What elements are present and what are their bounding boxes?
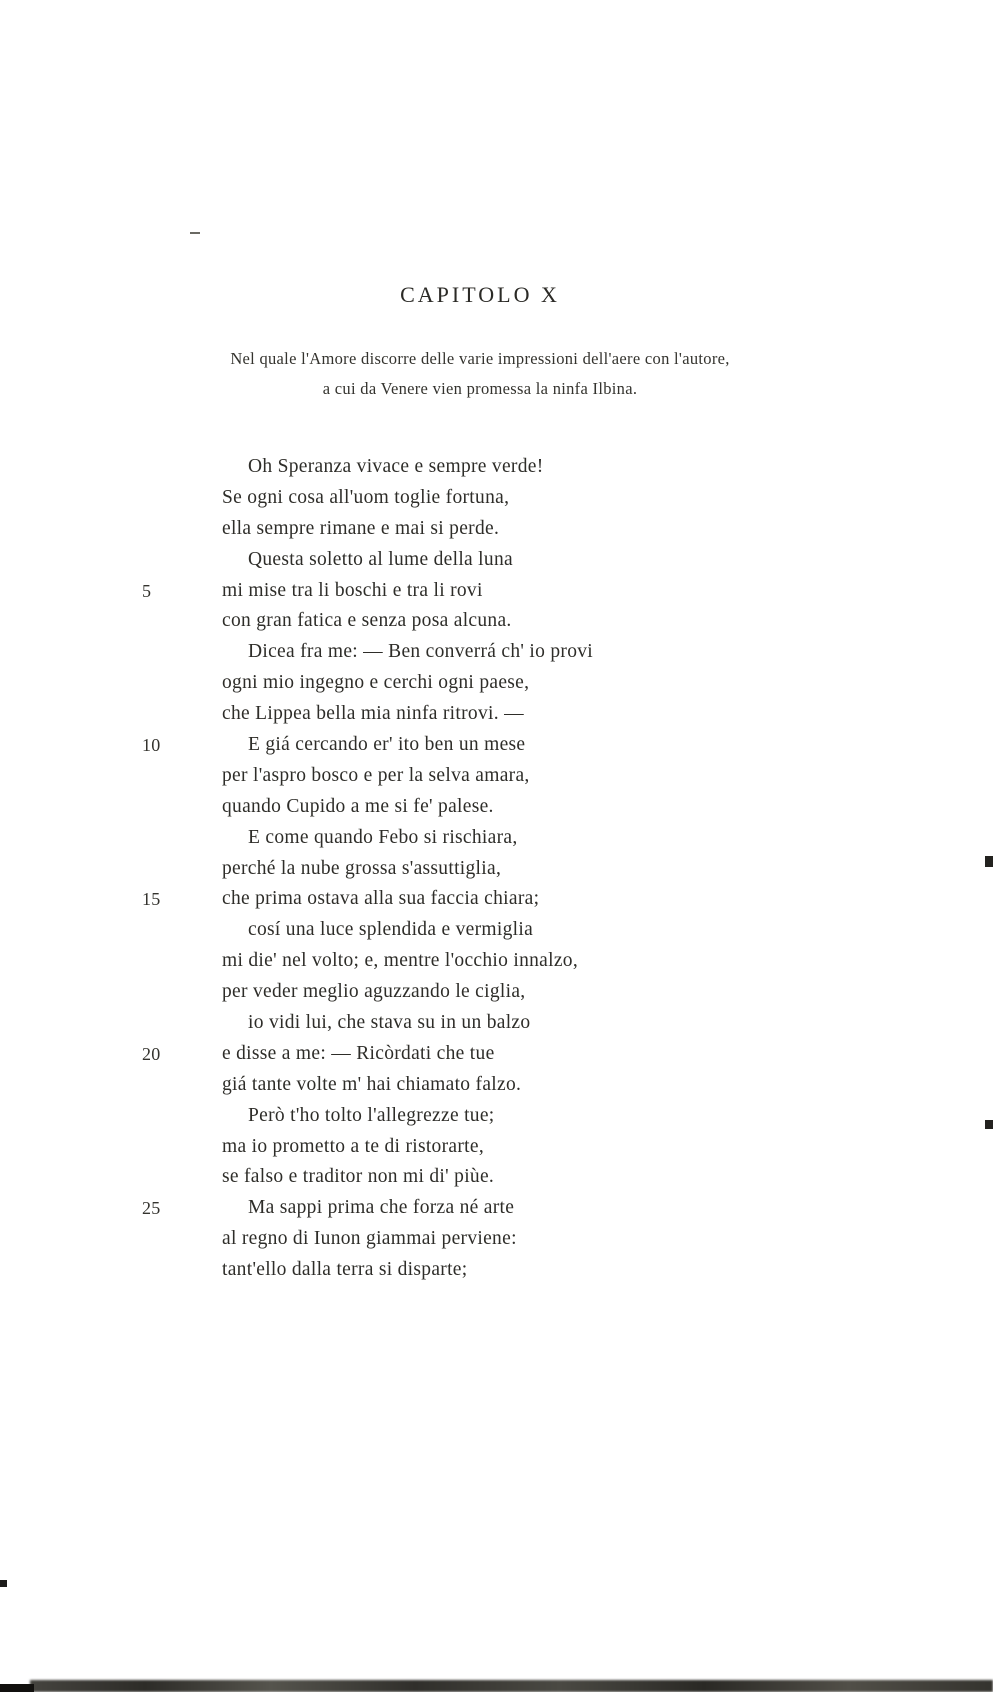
line-number: 5 (142, 580, 152, 601)
verse-line (140, 823, 860, 854)
verse-text: mi die' nel volto; e, mentre l'occhio innalzo, (222, 950, 579, 972)
verse-text: che Lippea bella mia ninfa ritrovi. — (222, 703, 524, 725)
argument-line-2: a cui da Venere vien promessa la ninfa Ilbina. (322, 379, 638, 398)
verse-text: quando Cupido a me si fe' palese. (222, 795, 494, 817)
verse-text: Però t'ho tolto l'allegrezze tue; (248, 1104, 495, 1126)
verse-text: ogni mio ingegno e cerchi ogni paese, (222, 672, 530, 694)
verse-text: Oh Speranza vivace e sempre verde! (248, 456, 544, 477)
verse-line (140, 1101, 860, 1132)
verse-line (140, 1008, 860, 1039)
verse-line (140, 545, 860, 576)
verse-line (140, 452, 860, 483)
verse-line (140, 1224, 860, 1255)
verse-line (140, 483, 860, 514)
verse-line (140, 1070, 860, 1101)
verse-text: Ma sappi prima che forza né arte (248, 1197, 515, 1219)
verse-text: E giá cercando er' ito ben un mese (248, 734, 526, 756)
verse-text: io vidi lui, che stava su in un balzo (248, 1012, 531, 1034)
verse-line (140, 761, 860, 792)
verse-line (140, 1193, 860, 1224)
poem-body (140, 452, 860, 1286)
verse-text: per l'aspro bosco e per la selva amara, (222, 764, 530, 786)
verse-text: e disse a me: — Ricòrdati che tue (222, 1042, 495, 1064)
verse-line (140, 637, 860, 668)
verse-line (140, 946, 860, 977)
scan-artifact-left-edge (0, 1580, 7, 1587)
verse-line (140, 915, 860, 946)
verse-line (140, 1255, 860, 1286)
line-number: 15 (142, 889, 161, 910)
scan-artifact-right-edge-2 (985, 1120, 993, 1129)
verse-text: ma io prometto a te di ristorarte, (222, 1135, 484, 1157)
line-number: 25 (142, 1198, 161, 1219)
verse-text: per veder meglio aguzzando le ciglia, (222, 981, 526, 1003)
verse-line (140, 1039, 860, 1070)
verse-line (140, 884, 860, 915)
line-number: 10 (142, 735, 161, 756)
verse-text: E come quando Febo si rischiara, (248, 826, 518, 848)
verse-text: che prima ostava alla sua faccia chiara; (222, 888, 540, 910)
verse-line (140, 606, 860, 637)
scan-artifact-dash (190, 232, 200, 234)
verse-text: ella sempre rimane e mai si perde. (222, 517, 500, 539)
verse-line (140, 699, 860, 730)
verse-text: Dicea fra me: — Ben converrá ch' io provi (248, 641, 594, 663)
verse-line (140, 792, 860, 823)
scan-artifact-bottom-corner (0, 1684, 34, 1692)
verse-line (140, 1162, 860, 1193)
verse-text: Se ogni cosa all'uom toglie fortuna, (222, 486, 510, 508)
line-number: 20 (142, 1043, 161, 1064)
verse-text: mi mise tra li boschi e tra li rovi (222, 579, 483, 601)
verse-text: perché la nube grossa s'assuttiglia, (222, 857, 502, 879)
verse-line (140, 977, 860, 1008)
scan-artifact-bottom-band (30, 1680, 993, 1692)
verse-text: cosí una luce splendida e vermiglia (248, 919, 534, 941)
verse-line (140, 1132, 860, 1163)
verse-text: al regno di Iunon giammai perviene: (222, 1228, 517, 1250)
verse-line (140, 854, 860, 885)
verse-line (140, 730, 860, 761)
verse-line (140, 576, 860, 607)
argument-line-1: Nel quale l'Amore discorre delle varie impressioni dell'aere con l'autore, (230, 349, 730, 368)
chapter-title: CAPITOLO X (400, 282, 560, 307)
verse-line (140, 514, 860, 545)
verse-text: se falso e traditor non mi di' piùe. (222, 1166, 495, 1188)
scan-artifact-right-edge-1 (985, 856, 993, 867)
verse-line (140, 668, 860, 699)
verse-text: con gran fatica e senza posa alcuna. (222, 610, 512, 632)
verse-text: Questa soletto al lume della luna (248, 548, 513, 570)
verse-text: giá tante volte m' hai chiamato falzo. (222, 1073, 522, 1095)
chapter-argument (110, 344, 850, 404)
verse-text: tant'ello dalla terra si disparte; (222, 1259, 468, 1281)
